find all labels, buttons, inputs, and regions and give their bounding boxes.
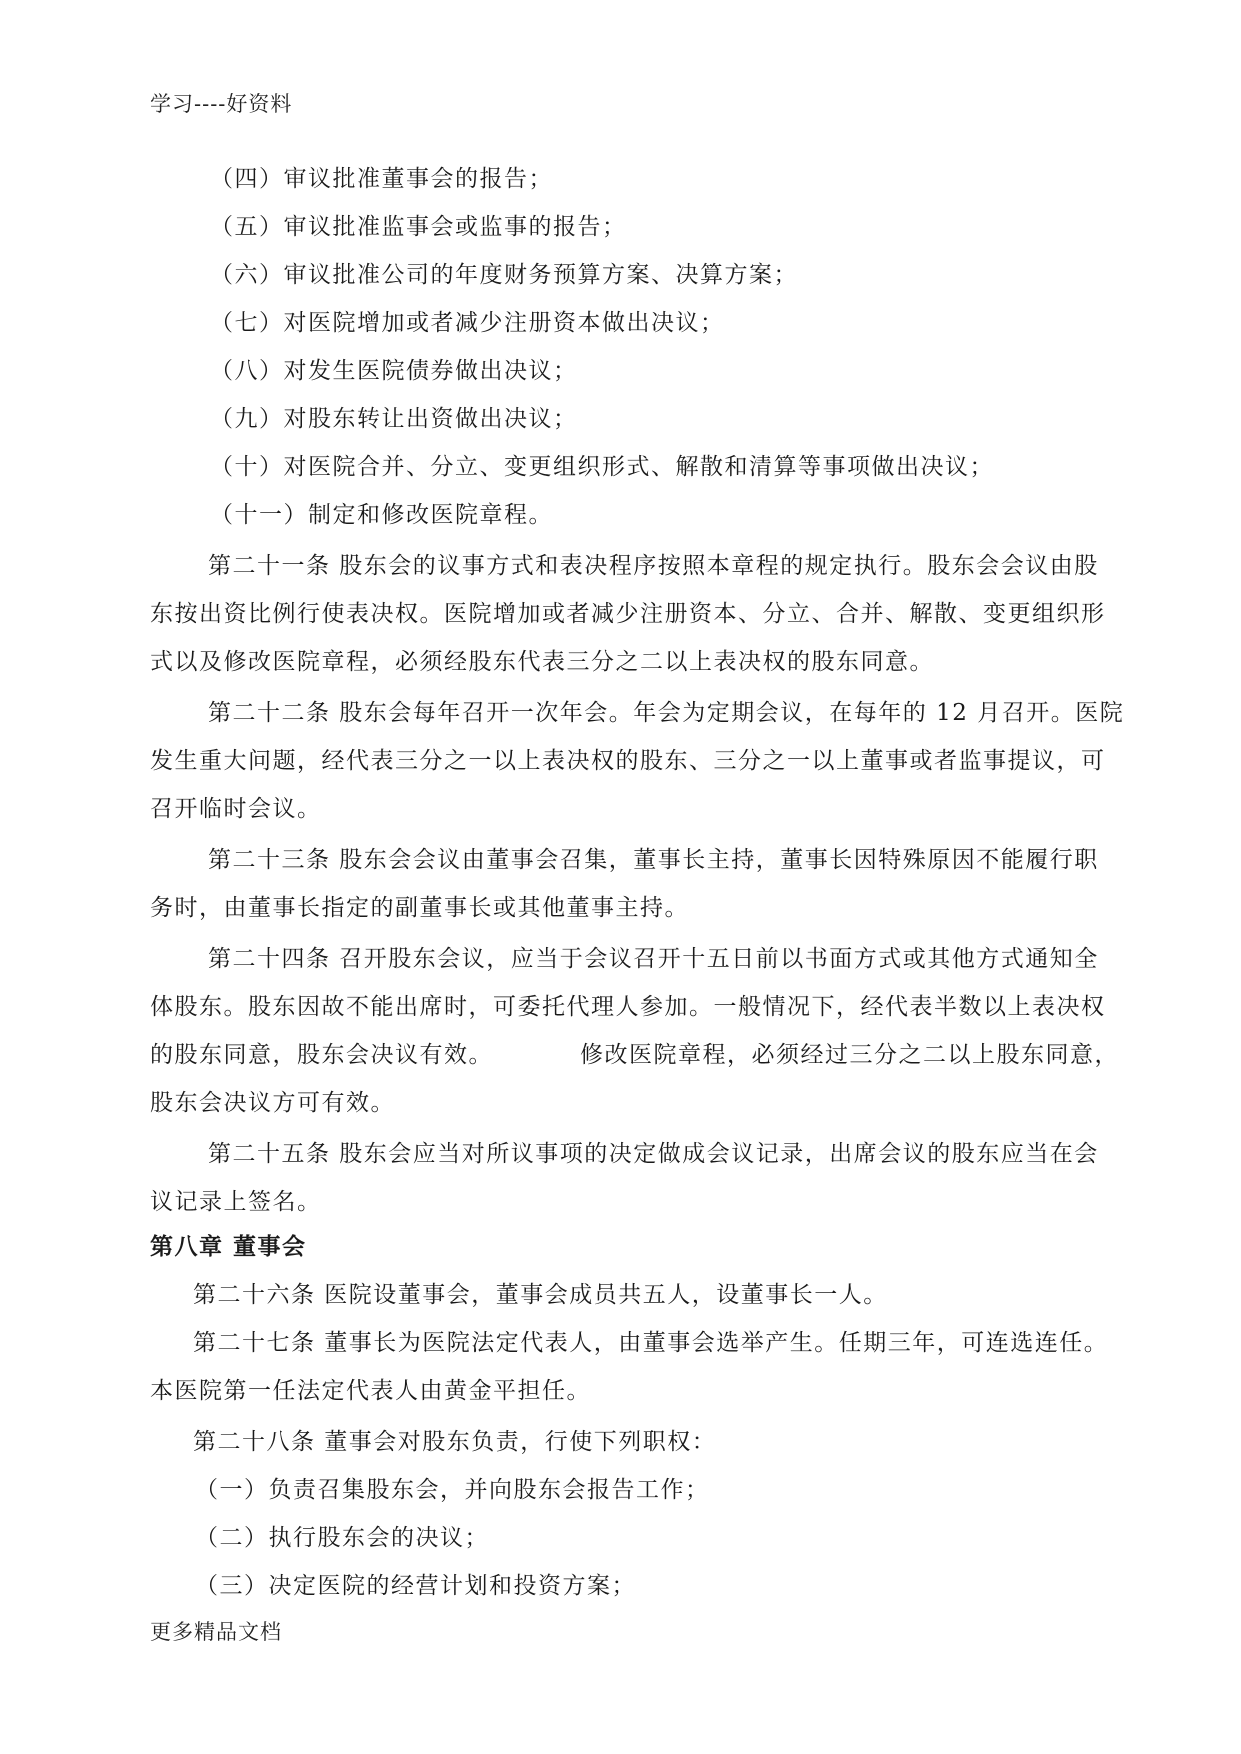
- article-27-line-2: 本医院第一任法定代表人由黄金平担任。: [150, 1378, 591, 1404]
- article-22-line-2: 发生重大问题，经代表三分之一以上表决权的股东、三分之一以上董事或者监事提议，可: [150, 748, 1106, 774]
- article-24-line-2: 体股东。股东因故不能出席时，可委托代理人参加。一般情况下，经代表半数以上表决权: [150, 994, 1106, 1020]
- article-23-line-2: 务时，由董事长指定的副董事长或其他董事主持。: [150, 895, 689, 921]
- chapter-heading: 第八章 董事会: [150, 1234, 307, 1260]
- article-24-line-3b: 修改医院章程，必须经过三分之二以上股东同意，: [580, 1042, 1119, 1068]
- article-23-line-1: 第二十三条 股东会会议由董事会召集，董事长主持，董事长因特殊原因不能履行职: [208, 847, 1099, 873]
- list-item: （十）对医院合并、分立、变更组织形式、解散和清算等事项做出决议；: [210, 454, 994, 480]
- list-item: （一）负责召集股东会，并向股东会报告工作；: [195, 1477, 710, 1503]
- article-21-line-1: 第二十一条 股东会的议事方式和表决程序按照本章程的规定执行。股东会会议由股: [208, 553, 1099, 579]
- article-21-line-3: 式以及修改医院章程，必须经股东代表三分之二以上表决权的股东同意。: [150, 649, 934, 675]
- list-item: （五）审议批准监事会或监事的报告；: [210, 214, 627, 240]
- article-22-line-1: 第二十二条 股东会每年召开一次年会。年会为定期会议，在每年的 12 月召开。医院: [208, 700, 1125, 726]
- article-25-line-1: 第二十五条 股东会应当对所议事项的决定做成会议记录，出席会议的股东应当在会: [208, 1141, 1099, 1167]
- list-item: （四）审议批准董事会的报告；: [210, 166, 553, 192]
- list-item: （八）对发生医院债券做出决议；: [210, 358, 578, 384]
- list-item: （十一）制定和修改医院章程。: [210, 502, 553, 528]
- list-item: （三）决定医院的经营计划和投资方案；: [195, 1573, 636, 1599]
- list-item: （六）审议批准公司的年度财务预算方案、决算方案；: [210, 262, 798, 288]
- article-25-line-2: 议记录上签名。: [150, 1189, 322, 1215]
- list-item: （七）对医院增加或者减少注册资本做出决议；: [210, 310, 725, 336]
- list-item: （九）对股东转让出资做出决议；: [210, 406, 578, 432]
- article-24-line-1: 第二十四条 召开股东会议，应当于会议召开十五日前以书面方式或其他方式通知全: [208, 946, 1099, 972]
- article-26-line-1: 第二十六条 医院设董事会，董事会成员共五人，设董事长一人。: [193, 1282, 888, 1308]
- article-24-line-4: 股东会决议方可有效。: [150, 1090, 395, 1116]
- page-footer: 更多精品文档: [150, 1620, 282, 1644]
- article-22-line-3: 召开临时会议。: [150, 796, 322, 822]
- article-27-line-1: 第二十七条 董事长为医院法定代表人，由董事会选举产生。任期三年，可连选连任。: [193, 1330, 1109, 1356]
- list-item: （二）执行股东会的决议；: [195, 1525, 489, 1551]
- article-21-line-2: 东按出资比例行使表决权。医院增加或者减少注册资本、分立、合并、解散、变更组织形: [150, 601, 1106, 627]
- article-28-line-1: 第二十八条 董事会对股东负责，行使下列职权：: [193, 1429, 717, 1455]
- article-24-line-3a: 的股东同意，股东会决议有效。: [150, 1042, 493, 1068]
- page-header: 学习----好资料: [150, 92, 293, 116]
